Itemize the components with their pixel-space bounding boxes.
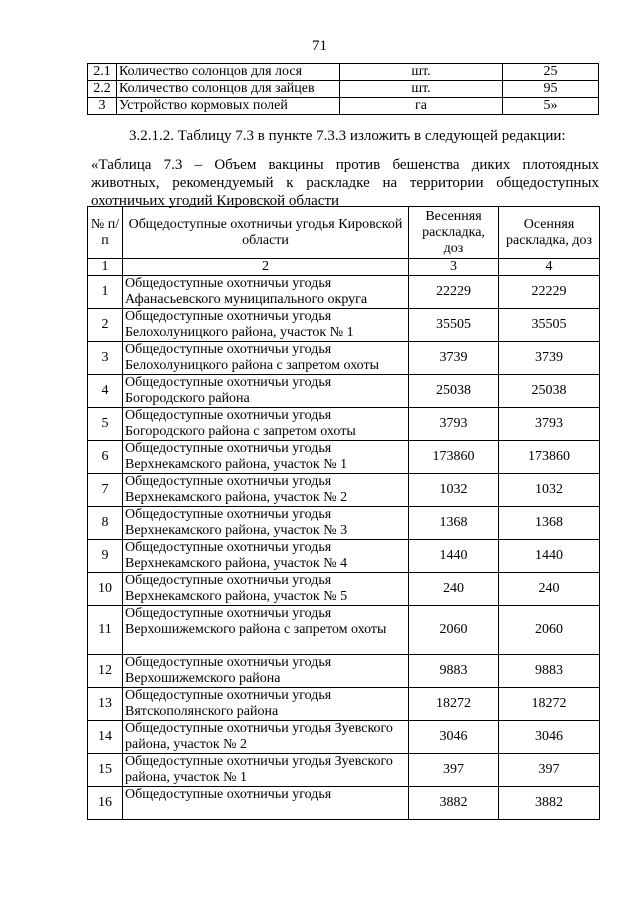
row-number: 16 bbox=[88, 787, 123, 820]
row-name: Общедоступные охотничьи угодья Верхнекамского района, участок № 4 bbox=[123, 540, 409, 573]
row-number: 9 bbox=[88, 540, 123, 573]
table-row bbox=[88, 309, 600, 342]
spring-value: 3793 bbox=[409, 408, 499, 441]
row-name: Общедоступные охотничьи угодья Зуевского района, участок № 1 bbox=[123, 754, 409, 787]
header-spring: Весенняя раскладка, доз bbox=[409, 207, 499, 259]
autumn-value: 3739 bbox=[499, 342, 600, 375]
row-name: Общедоступные охотничьи угодья Зуевского района, участок № 2 bbox=[123, 721, 409, 754]
row-name: Количество солонцов для зайцев bbox=[117, 81, 340, 98]
autumn-value: 173860 bbox=[499, 441, 600, 474]
autumn-value: 3046 bbox=[499, 721, 600, 754]
header-number: № п/п bbox=[88, 207, 123, 259]
row-name: Общедоступные охотничьи угодья Белохолуницкого района с запретом охоты bbox=[123, 342, 409, 375]
autumn-value: 3793 bbox=[499, 408, 600, 441]
autumn-value: 22229 bbox=[499, 276, 600, 309]
spring-value: 173860 bbox=[409, 441, 499, 474]
row-number: 8 bbox=[88, 507, 123, 540]
header-grounds: Общедоступные охотничьи угодья Кировской области bbox=[123, 207, 409, 259]
row-value: 5» bbox=[503, 98, 599, 115]
table-row bbox=[88, 98, 599, 115]
row-name: Общедоступные охотничьи угодья Верхнекамского района, участок № 5 bbox=[123, 573, 409, 606]
table-row bbox=[88, 441, 600, 474]
row-name: Устройство кормовых полей bbox=[117, 98, 340, 115]
column-number: 2 bbox=[123, 259, 409, 276]
row-number: 4 bbox=[88, 375, 123, 408]
row-unit: шт. bbox=[340, 81, 503, 98]
row-name: Общедоступные охотничьи угодья Белохолуницкого района, участок № 1 bbox=[123, 309, 409, 342]
row-unit: га bbox=[340, 98, 503, 115]
row-number: 3 bbox=[88, 342, 123, 375]
spring-value: 18272 bbox=[409, 688, 499, 721]
table-row bbox=[88, 64, 599, 81]
row-name: Общедоступные охотничьи угодья Афанасьевского муниципального округа bbox=[123, 276, 409, 309]
spring-value: 240 bbox=[409, 573, 499, 606]
row-number: 14 bbox=[88, 721, 123, 754]
row-name: Общедоступные охотничьи угодья Верхнекамского района, участок № 3 bbox=[123, 507, 409, 540]
row-number: 1 bbox=[88, 276, 123, 309]
row-number: 3 bbox=[88, 98, 117, 115]
table-row bbox=[88, 375, 600, 408]
table-row bbox=[88, 342, 600, 375]
spring-value: 2060 bbox=[409, 606, 499, 655]
table-row bbox=[88, 408, 600, 441]
autumn-value: 1368 bbox=[499, 507, 600, 540]
table-row bbox=[88, 540, 600, 573]
row-name: Общедоступные охотничьи угодья bbox=[123, 787, 409, 820]
spring-value: 22229 bbox=[409, 276, 499, 309]
row-number: 5 bbox=[88, 408, 123, 441]
column-number-row bbox=[88, 259, 600, 276]
spring-value: 3046 bbox=[409, 721, 499, 754]
row-number: 6 bbox=[88, 441, 123, 474]
table-row bbox=[88, 81, 599, 98]
table-caption: «Таблица 7.3 – Объем вакцины против бешенства диких плотоядных животных, рекомендуемый к раскладке на территории общедоступных охотничьих угодий Кировской области bbox=[91, 157, 599, 209]
spring-value: 397 bbox=[409, 754, 499, 787]
row-unit: шт. bbox=[340, 64, 503, 81]
row-number: 15 bbox=[88, 754, 123, 787]
top-table bbox=[87, 63, 599, 115]
row-name: Общедоступные охотничьи угодья Богородского района с запретом охоты bbox=[123, 408, 409, 441]
table-row bbox=[88, 688, 600, 721]
autumn-value: 18272 bbox=[499, 688, 600, 721]
row-number: 13 bbox=[88, 688, 123, 721]
table-row bbox=[88, 721, 600, 754]
spring-value: 1032 bbox=[409, 474, 499, 507]
spring-value: 25038 bbox=[409, 375, 499, 408]
header-row bbox=[88, 207, 600, 259]
row-name: Общедоступные охотничьи угодья Верхнекамского района, участок № 2 bbox=[123, 474, 409, 507]
column-number: 4 bbox=[499, 259, 600, 276]
vaccine-table bbox=[87, 206, 600, 820]
row-number: 2.2 bbox=[88, 81, 117, 98]
autumn-value: 3882 bbox=[499, 787, 600, 820]
row-number: 2.1 bbox=[88, 64, 117, 81]
spring-value: 1368 bbox=[409, 507, 499, 540]
instruction-paragraph: 3.2.1.2. Таблицу 7.3 в пункте 7.3.3 изложить в следующей редакции: bbox=[129, 128, 566, 144]
row-number: 10 bbox=[88, 573, 123, 606]
row-name: Общедоступные охотничьи угодья Верхошижемского района с запретом охоты bbox=[123, 606, 409, 655]
autumn-value: 397 bbox=[499, 754, 600, 787]
table-row bbox=[88, 655, 600, 688]
row-number: 7 bbox=[88, 474, 123, 507]
row-name: Общедоступные охотничьи угодья Вятскополянского района bbox=[123, 688, 409, 721]
autumn-value: 2060 bbox=[499, 606, 600, 655]
row-number: 12 bbox=[88, 655, 123, 688]
autumn-value: 1440 bbox=[499, 540, 600, 573]
autumn-value: 25038 bbox=[499, 375, 600, 408]
spring-value: 1440 bbox=[409, 540, 499, 573]
table-row bbox=[88, 754, 600, 787]
spring-value: 3739 bbox=[409, 342, 499, 375]
spring-value: 9883 bbox=[409, 655, 499, 688]
page-number: 71 bbox=[312, 38, 327, 54]
row-number: 2 bbox=[88, 309, 123, 342]
table-row bbox=[88, 276, 600, 309]
column-number: 1 bbox=[88, 259, 123, 276]
table-row bbox=[88, 606, 600, 655]
table-row bbox=[88, 573, 600, 606]
row-name: Общедоступные охотничьи угодья Богородского района bbox=[123, 375, 409, 408]
autumn-value: 35505 bbox=[499, 309, 600, 342]
autumn-value: 9883 bbox=[499, 655, 600, 688]
row-value: 25 bbox=[503, 64, 599, 81]
row-name: Количество солонцов для лося bbox=[117, 64, 340, 81]
column-number: 3 bbox=[409, 259, 499, 276]
table-row bbox=[88, 507, 600, 540]
spring-value: 35505 bbox=[409, 309, 499, 342]
table-row bbox=[88, 474, 600, 507]
row-number: 11 bbox=[88, 606, 123, 655]
row-name: Общедоступные охотничьи угодья Верхнекамского района, участок № 1 bbox=[123, 441, 409, 474]
autumn-value: 1032 bbox=[499, 474, 600, 507]
table-row bbox=[88, 787, 600, 820]
row-value: 95 bbox=[503, 81, 599, 98]
spring-value: 3882 bbox=[409, 787, 499, 820]
header-autumn: Осенняя раскладка, доз bbox=[499, 207, 600, 259]
autumn-value: 240 bbox=[499, 573, 600, 606]
row-name: Общедоступные охотничьи угодья Верхошижемского района bbox=[123, 655, 409, 688]
